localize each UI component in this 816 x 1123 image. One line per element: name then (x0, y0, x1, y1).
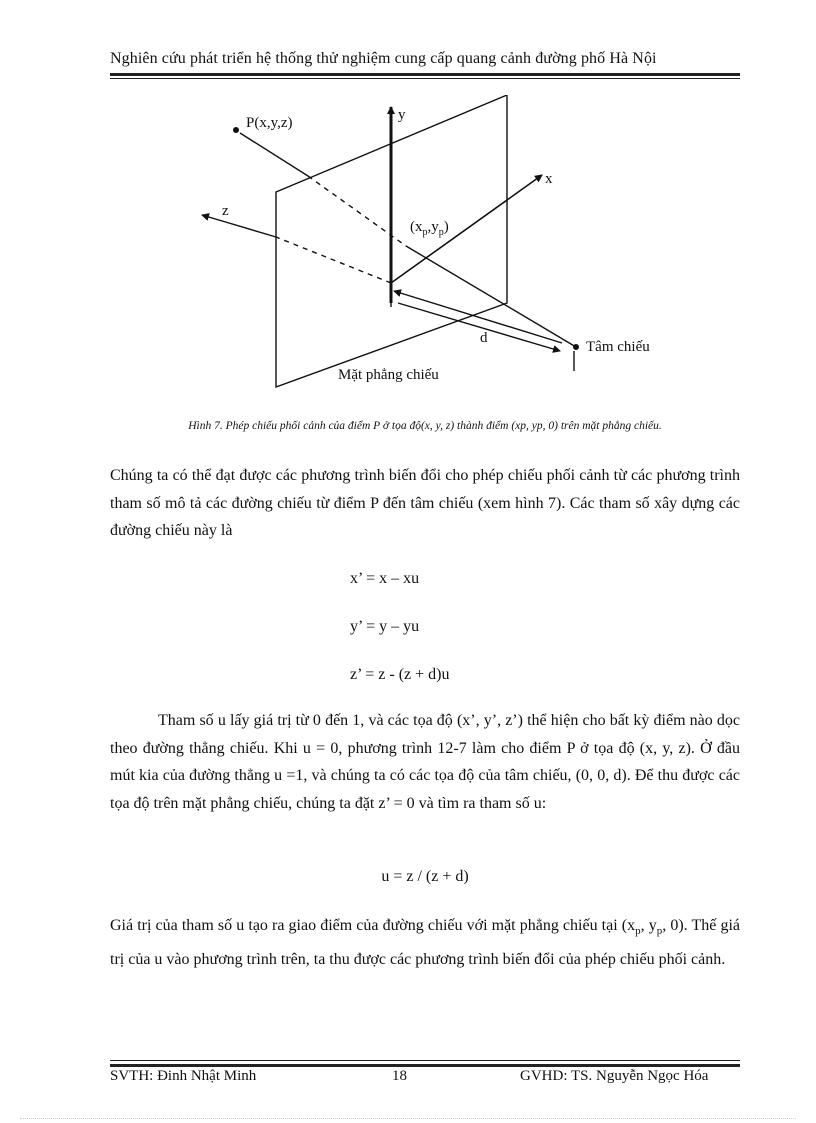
paragraph-1: Chúng ta có thể đạt được các phương trình biến đổi cho phép chiếu phối cảnh từ các phương trình tham số mô tả các đường chiếu từ điểm P đến tâm chiếu (xem hình 7). Các tham số xây dựng các đường chiếu này là (110, 467, 740, 539)
page-header-title: Nghiên cứu phát triển hệ thống thử nghiệm cung cấp quang cảnh đường phố Hà Nội (110, 50, 657, 67)
point-p-label: P(x,y,z) (246, 115, 293, 131)
point-p (233, 127, 239, 133)
paragraph-2: Tham số u lấy giá trị từ 0 đến 1, và các tọa độ (x’, y’, z’) thể hiện cho bất kỳ điểm nào dọc theo đường thẳng chiếu. Khi u = 0, phương trình 12-7 làm cho điểm P ở tọa độ (x, y, z). Ở đầu mút kia của đường thẳng u =1, và chúng ta có các tọa độ của tâm chiếu, (0, 0, d). Để thu được các tọa độ trên mặt phẳng chiếu, chúng ta đặt z’ = 0 và tìm ra tham số u: (110, 712, 740, 812)
projection-line-solid (240, 133, 308, 176)
header-rule-thick (110, 73, 740, 76)
footer-student: SVTH: Đinh Nhật Minh (110, 1068, 257, 1084)
projection-line-back (406, 246, 576, 347)
header-rule-thin (110, 78, 740, 79)
z-axis-label: z (222, 203, 229, 219)
equation-y: y’ = y – yu (350, 618, 420, 635)
equation-u: u = z / (z + d) (381, 868, 469, 885)
distance-arrow-bottom (398, 303, 560, 351)
projection-center-label: Tâm chiếu (586, 339, 650, 355)
footer-advisor: GVHD: TS. Nguyễn Ngọc Hóa (520, 1068, 709, 1084)
perspective-projection-figure (180, 95, 700, 405)
z-axis-solid (202, 215, 276, 237)
page-bottom-edge (20, 1118, 796, 1119)
equation-x: x’ = x – xu (350, 570, 420, 587)
footer-rule-thick (110, 1064, 740, 1067)
projection-center-point (573, 344, 579, 350)
x-axis-label: x (545, 171, 553, 187)
projected-point-label: $(x_p,y_p)$ (410, 219, 449, 238)
footer-rule-thin (110, 1060, 740, 1061)
z-axis-dashed (276, 237, 391, 283)
figure-caption: Hình 7. Phép chiếu phối cảnh của điểm P ở tọa độ(x, y, z) thành điểm (xp, yp, 0) trên mặt phẳng chiếu. (188, 420, 662, 432)
equation-z: z’ = z - (z + d)u (350, 666, 450, 683)
paragraph-3: Giá trị của tham số u tạo ra giao điểm của đường chiếu với mặt phẳng chiếu tại ($x_p$, $y_p$, 0). Thế giá trị của u vào phương trình trên, ta thu được các phương trình biến đổi của phép chiếu phối cảnh. (110, 917, 740, 968)
plane-label: Mặt phẳng chiếu (338, 367, 439, 383)
distance-label: d (480, 330, 488, 346)
footer-page-number: 18 (392, 1068, 407, 1084)
y-axis-label: y (398, 107, 406, 123)
